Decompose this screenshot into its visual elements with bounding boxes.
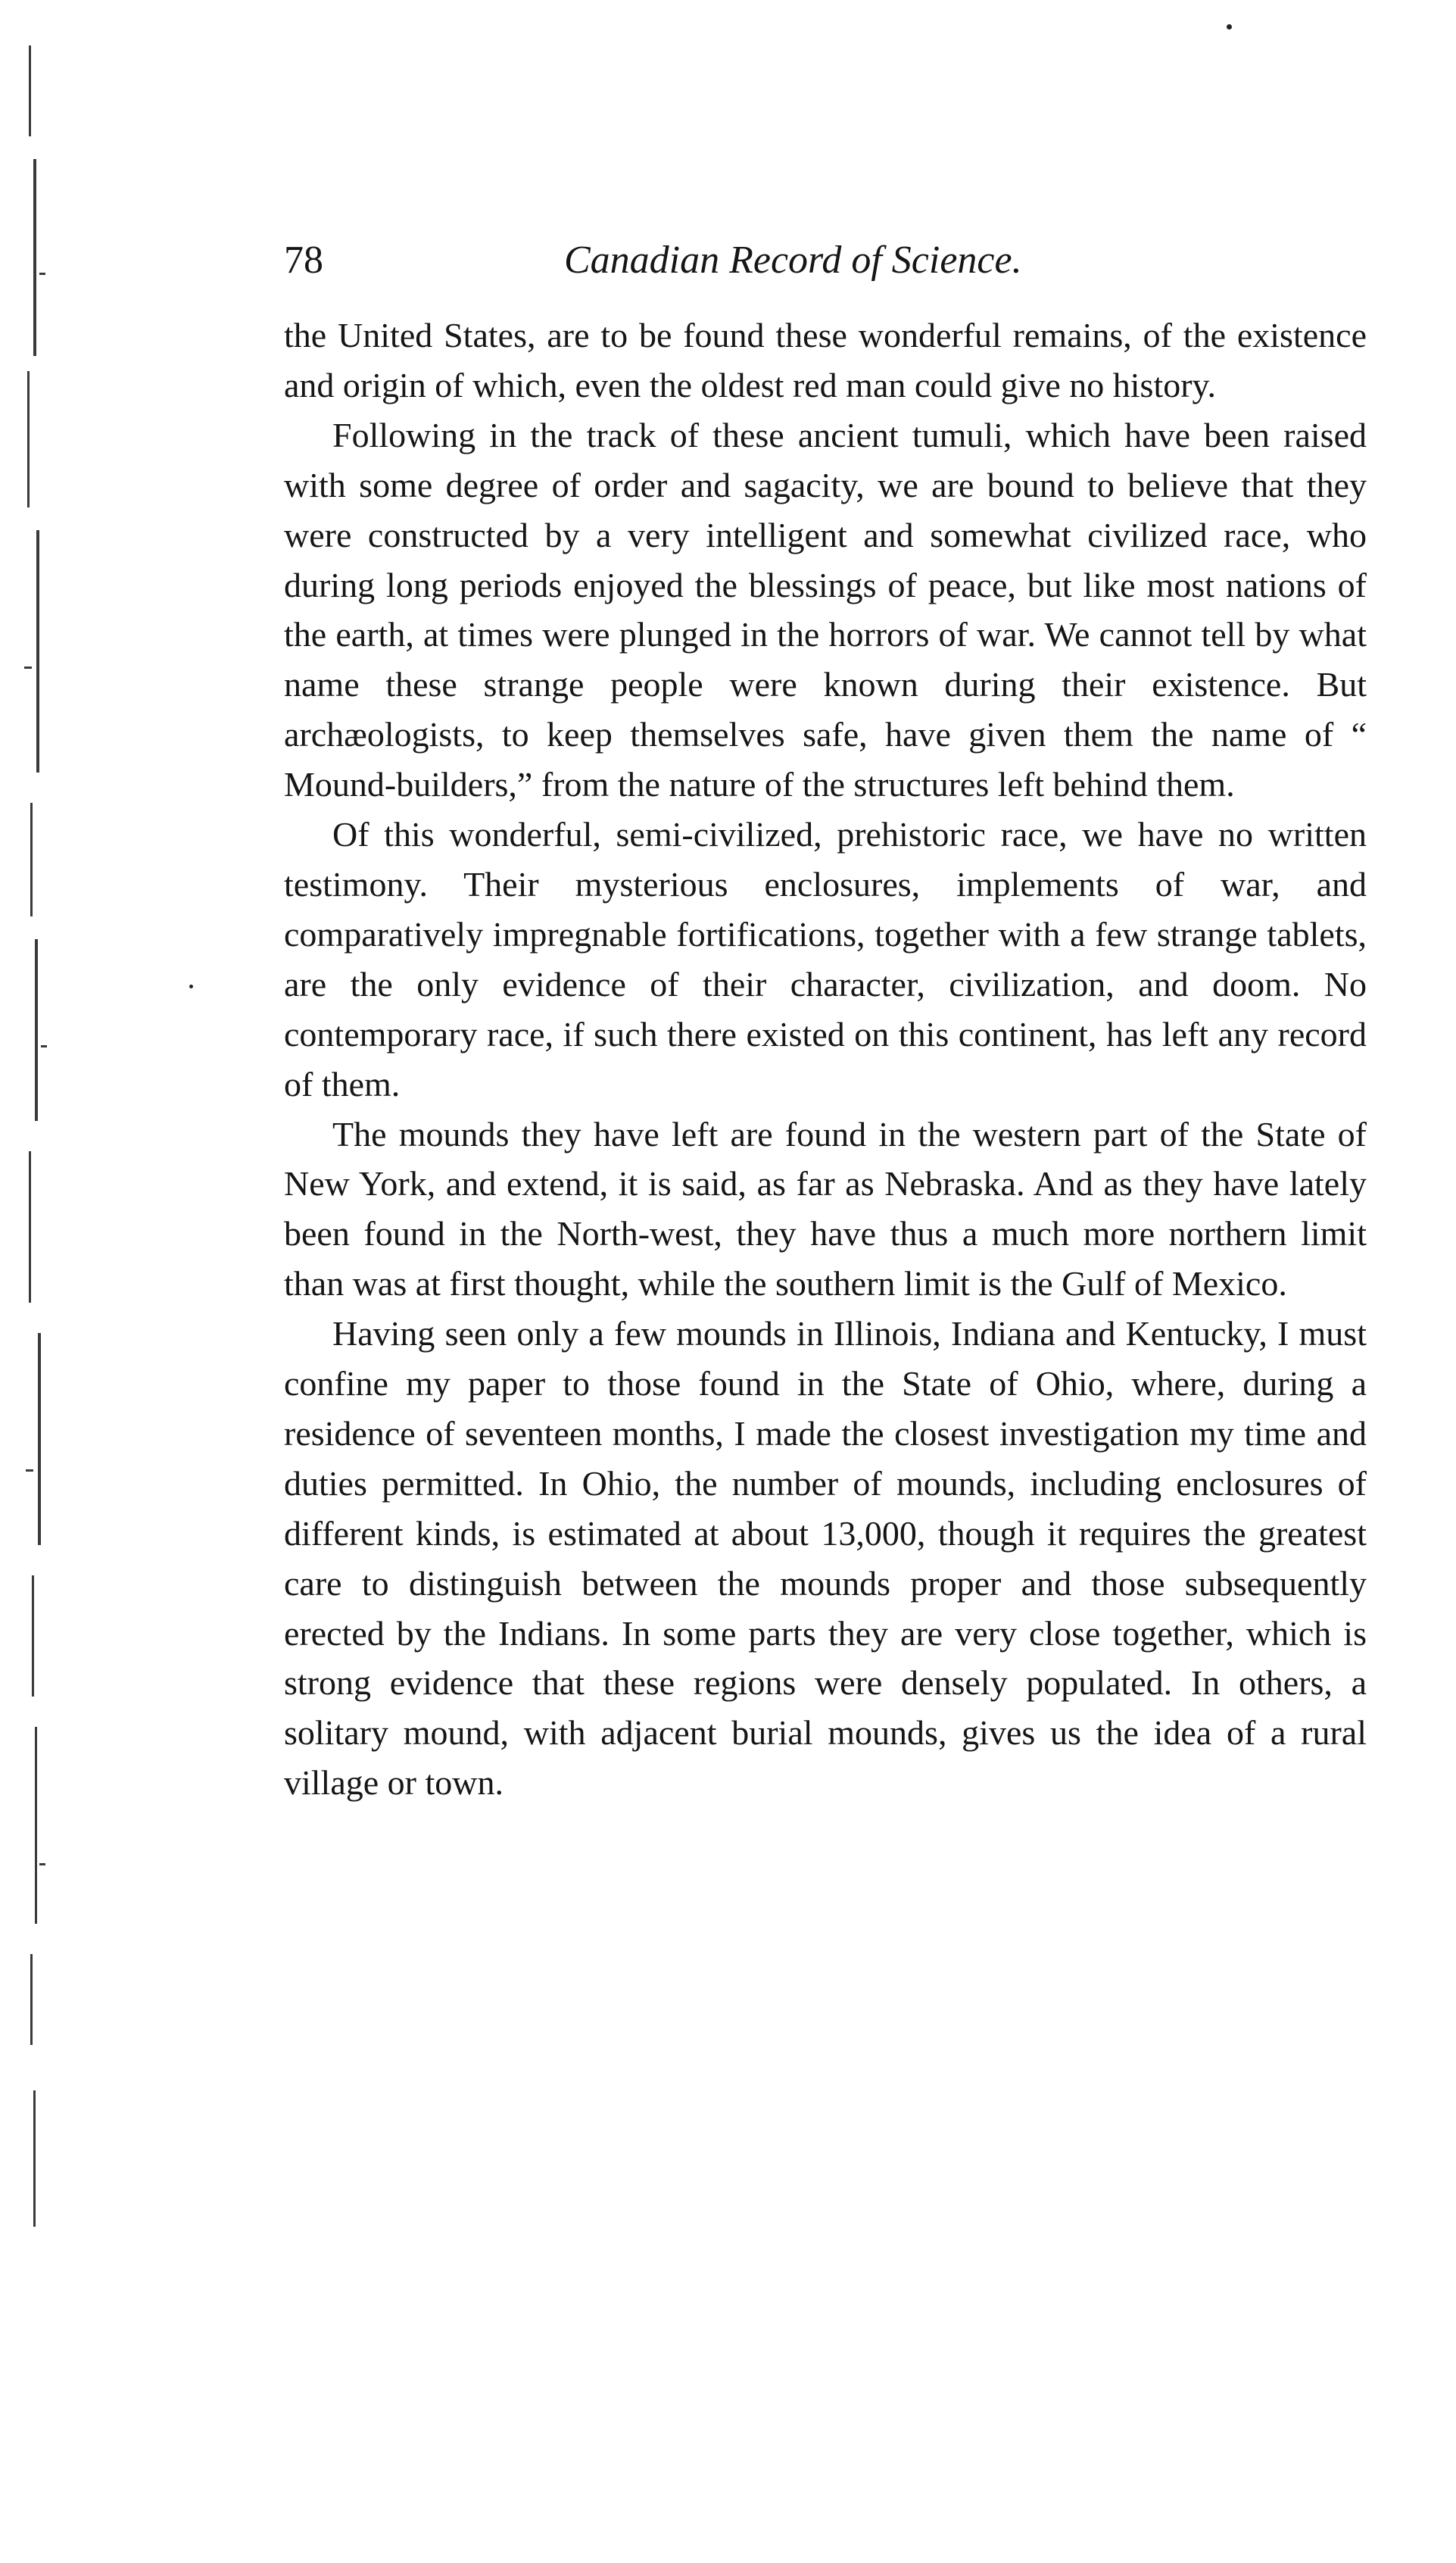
binding-edge-artifacts bbox=[23, 45, 53, 2302]
body-text bbox=[284, 311, 1367, 1808]
page-header bbox=[284, 227, 1367, 295]
running-title: Canadian Record of Science. bbox=[564, 239, 1022, 282]
page-number: 78 bbox=[284, 239, 323, 282]
paragraph-ohio-mounds: Having seen only a few mounds in Illinois, Indiana and Kentucky, I must confine my paper to those found in the State of Ohio, where, during a residence of seventeen months, I made the closest investigation my time and duties permitted. In Ohio, the number of mounds, including enclosures of different kinds, is estimated at about 13,000, though it requires the greatest care to distinguish between the mounds proper and those subsequently erected by the Indians. In some parts they are very close together, which is strong evidence that these regions were densely populated. In others, a solitary mound, with adjacent burial mounds, gives us the idea of a rural village or town. bbox=[284, 1314, 1367, 1803]
stray-ink-mark bbox=[1227, 24, 1232, 30]
paragraph-prehistoric-race: Of this wonderful, semi-civilized, prehistoric race, we have no written testimony. Their mysterious enclosures, implements of war, and comparatively impregnable fortifications, together with a few strange tablets, are the only evidence of their character, civilization, and doom. No contemporary race, if such there existed on this continent, has left any record of them. bbox=[284, 815, 1367, 1104]
paragraph-mound-builders: Following in the track of these ancient tumuli, which have been raised with some degree of order and sagacity, we are bound to believe that they were constructed by a very intelligent and somewhat civilized race, who during long periods enjoyed the blessings of peace, but like most nations of the earth, at times were plunged in the horrors of war. We cannot tell by what name these strange people were known during their existence. But archæologists, to keep themselves safe, have given them the name of “ Mound-builders,” from the nature of the structures left behind them. bbox=[284, 415, 1367, 804]
paragraph-mound-locations: The mounds they have left are found in the western part of the State of New York, and extend, it is said, as far as Nebraska. And as they have lately been found in the North-west, they have thus a much more northern limit than was at first thought, while the southern limit is the Gulf of Mexico. bbox=[284, 1114, 1367, 1303]
stray-ink-mark bbox=[189, 985, 193, 988]
paragraph-continuation: the United States, are to be found these wonderful remains, of the existence and origin of which, even the oldest red man could give no history. bbox=[284, 316, 1367, 404]
